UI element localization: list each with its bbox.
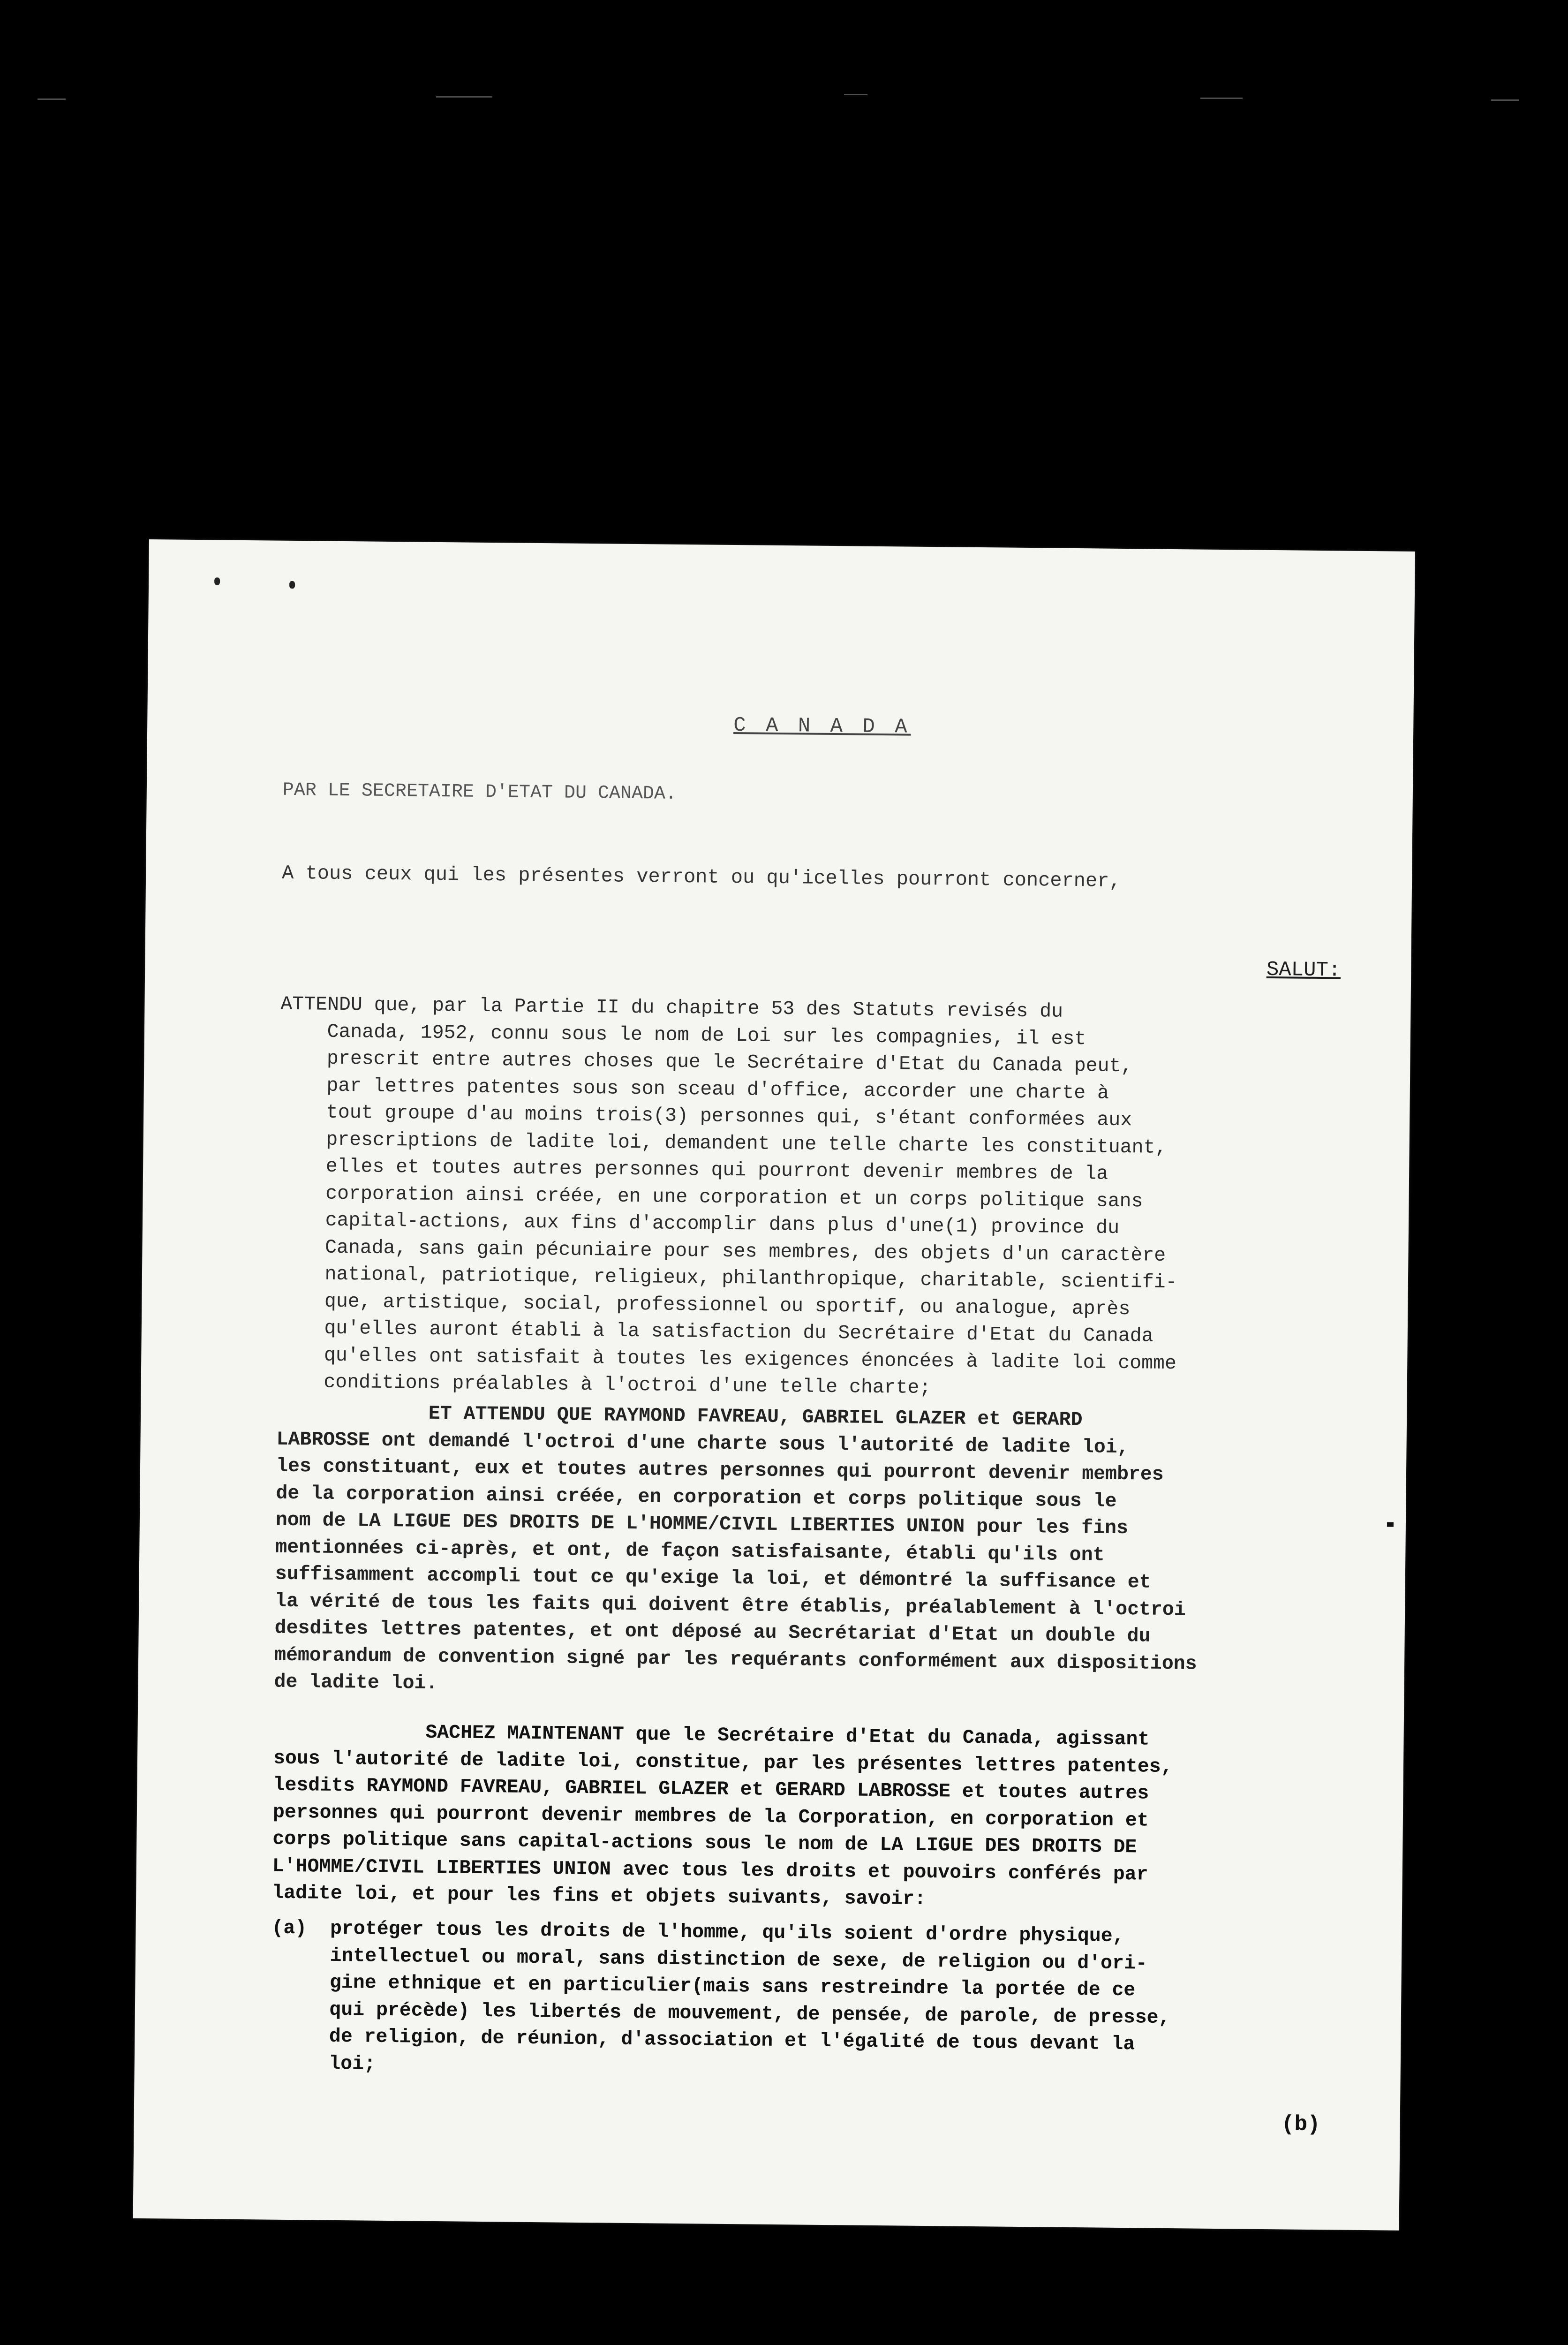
- document-heading: C A N A D A: [733, 713, 911, 739]
- paragraph-attendu: ATTENDU que, par la Partie II du chapitre 53 des Statuts revisés du Canada, 1952, connu sous le nom de Loi sur les compagnies, il est prescrit entre autres choses que le Secrétaire d'Etat du Canada peut, par lettres patentes sous son sceau d'office, accorder une charte à tout groupe d'au moins trois(3) personnes qui, s'étant conformées aux prescriptions de ladite loi, demandent une telle charte les constituant, elles et toutes autres personnes qui pourront devenir membres de la corporation ainsi créée, en une corporation et un corps politique sans capital-actions, aux fins d'accomplir dans plus d'une(1) province du Canada, sans gain pécuniaire pour ses membres, des objets d'un caractère national, patriotique, religieux, philanthropique, charitable, scientifi- que, artistique, social, professionnel ou sportif, ou analogue, après qu'elles auront établi à la satisfaction du Secrétaire d'Etat du Canada qu'elles ont satisfait à toutes les exigences énoncées à ladite loi comme conditions préalables à l'octroi d'une telle charte;: [277, 993, 1177, 1399]
- punch-mark: [214, 577, 220, 585]
- document-body: [270, 541, 1354, 2137]
- film-scratch: [844, 94, 867, 95]
- document-page: [133, 539, 1415, 2231]
- film-scratch: [436, 96, 492, 98]
- salutation: SALUT:: [1266, 958, 1341, 983]
- film-scratch: [1491, 99, 1519, 101]
- punch-mark: [289, 581, 295, 589]
- address-line: A tous ceux qui les présentes verront ou qu'icelles pourront concerner,: [281, 862, 1121, 893]
- issuer-line: PAR LE SECRETAIRE D'ETAT DU CANADA.: [282, 779, 677, 805]
- paragraph-et-attendu: ET ATTENDU QUE RAYMOND FAVREAU, GABRIEL GLAZER et GERARD LABROSSE ont demandé l'octroi d'une charte sous l'autorité de ladite loi, les constituant, eux et toutes autres personnes qui pourront devenir membres de la corporation ainsi créée, en corporation et corps politique sous le nom de LA LIGUE DES DROITS DE L'HOMME/CIVIL LIBERTIES UNION pour les fins mentionnées ci-après, et ont, de façon satisfaisante, établi qu'ils ont suffisamment accompli tout ce qu'exige la loi, et démontré la suffisance et la vérité de tous les faits qui doivent être établis, préalablement à l'octroi desdites lettres patentes, et ont déposé au Secrétariat d'Etat un double du mémorandum de convention signé par les requérants conformément aux dispositions de ladite loi.: [274, 1401, 1197, 1695]
- paragraph-sachez: SACHEZ MAINTENANT que le Secrétaire d'Etat du Canada, agissant sous l'autorité de ladite loi, constitue, par les présentes lettres patentes, lesdits RAYMOND FAVREAU, GABRIEL GLAZER et GERARD LABROSSE et toutes autres personnes qui pourront devenir membres de la Corporation, en corporation et corps politique sans capital-actions sous le nom de LA LIGUE DES DROITS DE L'HOMME/CIVIL LIBERTIES UNION avec tous les droits et pouvoirs conférés par ladite loi, et pour les fins et objets suivants, savoir:: [272, 1720, 1173, 1911]
- film-scratch: [1200, 98, 1243, 99]
- catchword: (b): [1281, 2112, 1320, 2137]
- item-a: (a) protéger tous les droits de l'homme, qu'ils soient d'ordre physique, intellectuel ou moral, sans distinction de sexe, de religion ou d'ori- gine ethnique et en particulier(mais sans restreindre la portée de ce qui précède) les libertés de mouvement, de pensée, de parole, de presse, de religion, de réunion, d'association et l'égalité de tous devant la loi;: [270, 1917, 1170, 2075]
- film-scratch: [38, 98, 66, 100]
- edge-mark: [1387, 1522, 1394, 1527]
